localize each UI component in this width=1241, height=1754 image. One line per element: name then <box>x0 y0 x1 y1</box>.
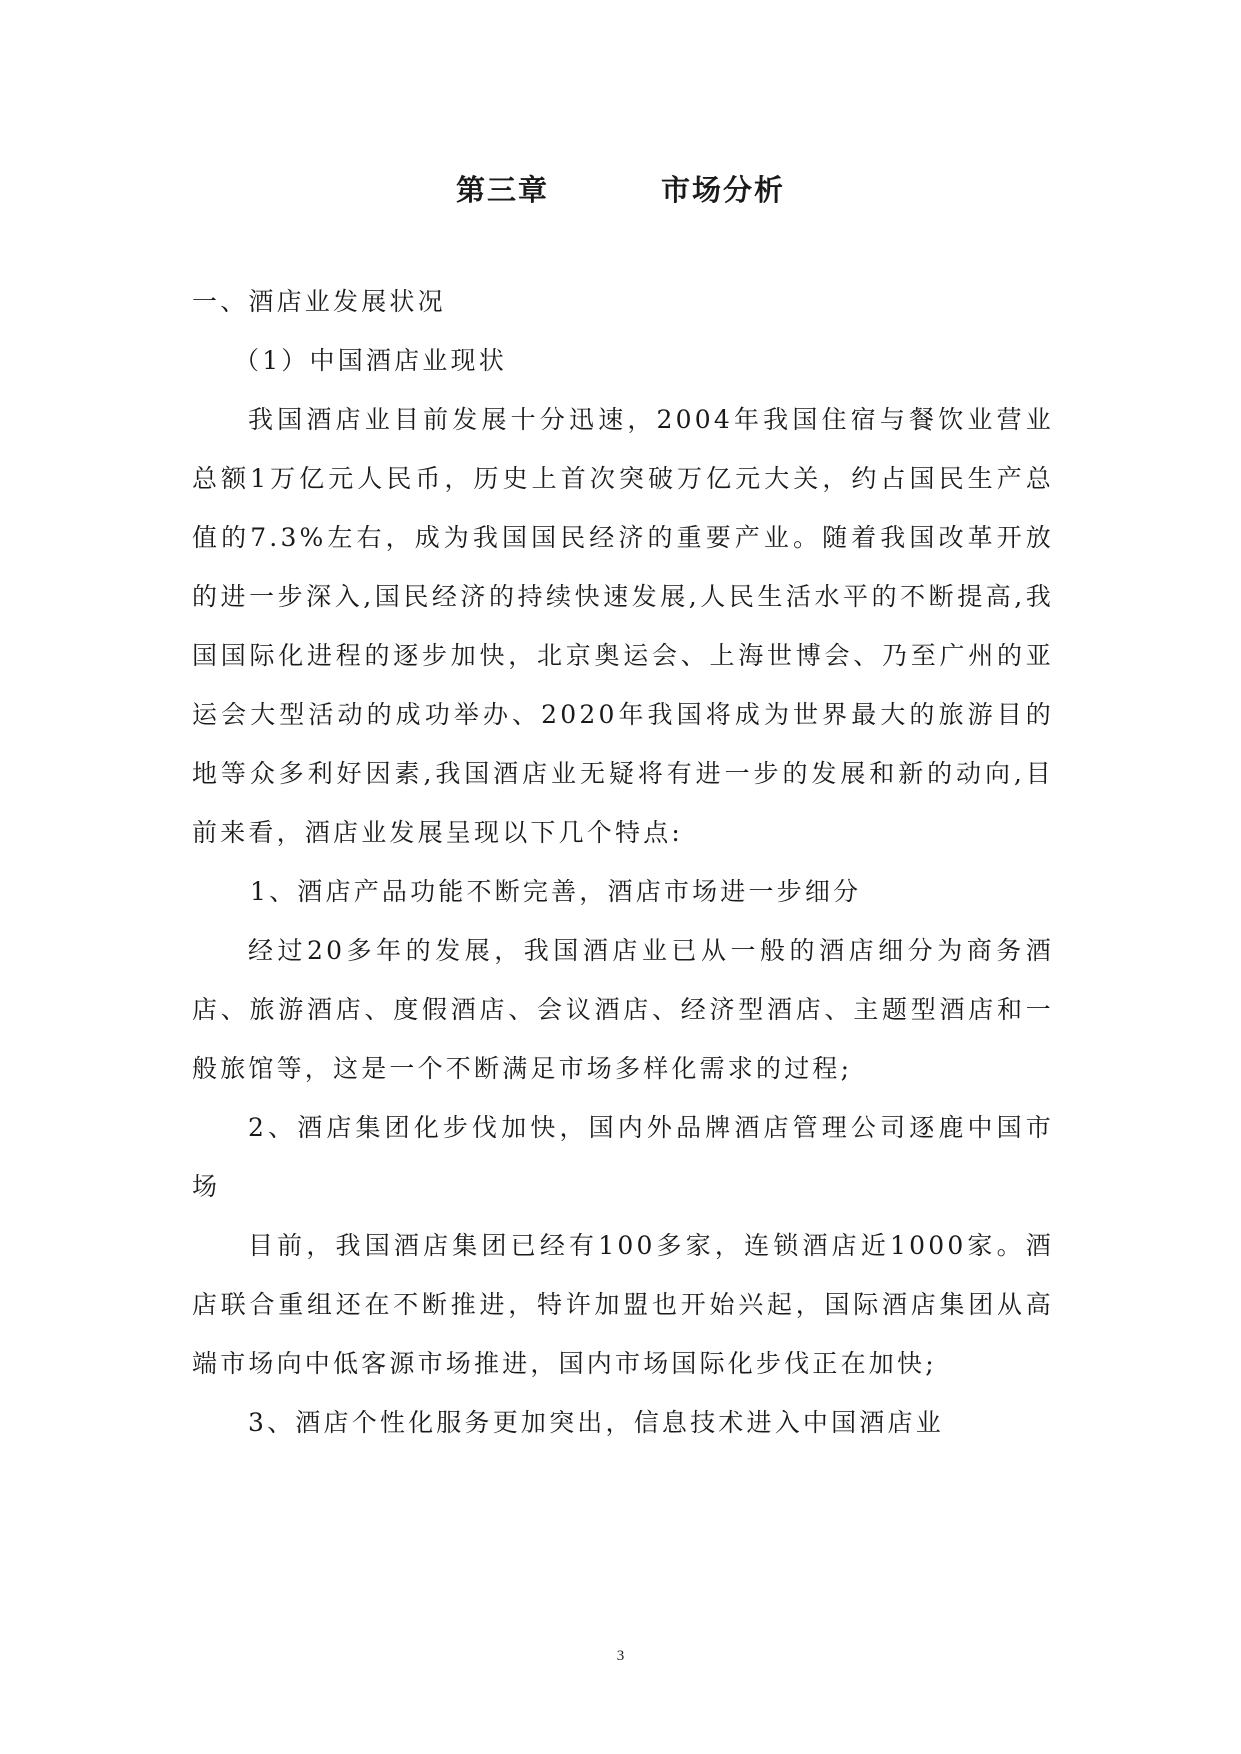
subsection-heading: （1）中国酒店业现状 <box>234 346 507 375</box>
chapter-number: 第三章 <box>455 173 549 207</box>
chapter-title <box>0 168 1241 209</box>
point-3-heading: 3、酒店个性化服务更加突出，信息技术进入中国酒店业 <box>248 1408 944 1437</box>
paragraph-2: 经过20多年的发展，我国酒店业已从一般的酒店细分为商务酒店、旅游酒店、度假酒店、会议酒店、经济型酒店、主题型酒店和一般旅馆等，这是一个不断满足市场多样化需求的过程; <box>192 936 1054 1083</box>
chapter-name: 市场分析 <box>661 173 786 207</box>
page-number: 3 <box>616 1648 625 1664</box>
paragraph-1: 我国酒店业目前发展十分迅速，2004年我国住宿与餐饮业营业总额1万亿元人民币，历史上首次突破万亿元大关，约占国民生产总值的7.3%左右，成为我国国民经济的重要产业。随着我国改革开放的进一步深入,国民经济的持续快速发展,人民生活水平的不断提高,我国国际化进程的逐步加快，北京奥运会、上海世博会、乃至广州的亚运会大型活动的成功举办、2020年我国将成为世界最大的旅游目的地等众多利好因素,我国酒店业无疑将有进一步的发展和新的动向,目前来看，酒店业发展呈现以下几个特点: <box>192 405 1054 847</box>
body-text <box>192 272 1054 1452</box>
paragraph-3: 目前，我国酒店集团已经有100多家，连锁酒店近1000家。酒店联合重组还在不断推进，特许加盟也开始兴起，国际酒店集团从高端市场向中低客源市场推进，国内市场国际化步伐正在加快; <box>192 1231 1054 1378</box>
point-2-heading: 2、酒店集团化步伐加快，国内外品牌酒店管理公司逐鹿中国市场 <box>192 1113 1054 1201</box>
section-heading: 一、酒店业发展状况 <box>192 287 446 316</box>
point-1-heading: 1、酒店产品功能不断完善，酒店市场进一步细分 <box>250 877 862 906</box>
